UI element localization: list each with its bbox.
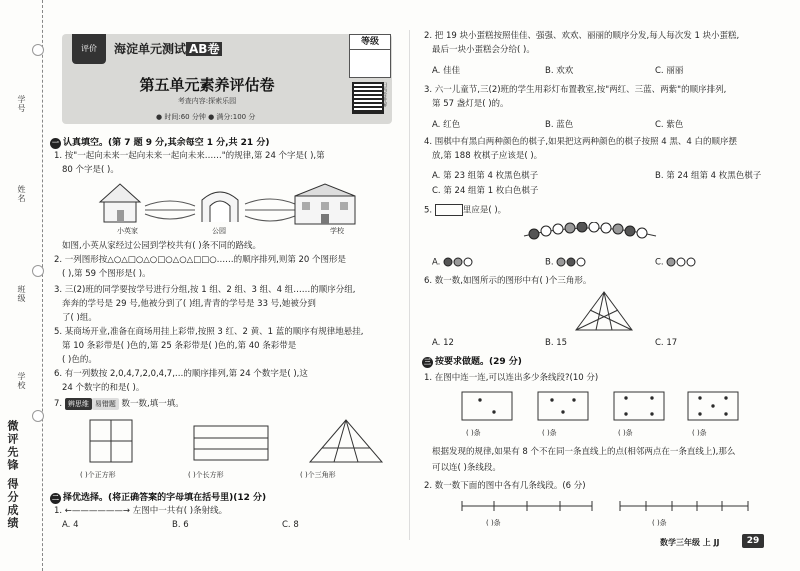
r5-option-b[interactable] [545, 257, 586, 268]
brand-logo: 评价 [72, 34, 106, 64]
q7-caption-squares: ( )个正方形 [80, 471, 116, 479]
section-title-text: 认真填空。(第 7 题 9 分,其余每空 1 分,共 21 分) [63, 138, 270, 148]
r5-option-c-label: C. [655, 257, 664, 268]
q7-caption-triangles: ( )个三角形 [300, 471, 336, 479]
section-1-title [50, 135, 269, 149]
q2-line1: 2. 一列图形按△○△□○△○□○△○△□□○……的顺序排列,则第 20 个图形是 [54, 255, 347, 265]
page-number: 29 [742, 534, 764, 548]
r4-option-b[interactable]: B. 第 24 组第 4 枚黑色棋子 [655, 171, 762, 181]
bead-string-figure [520, 222, 660, 248]
bead-pattern-a-icon [443, 257, 473, 267]
q7-text: 数一数,填一填。 [121, 399, 184, 409]
exam-meta: ● 时间:60 分钟 ● 满分:100 分 [156, 113, 256, 121]
q7-caption-rectangles: ( )个长方形 [188, 471, 224, 479]
dot-rectangles [460, 390, 740, 424]
r6-option-c[interactable]: C. 17 [655, 338, 678, 348]
r3-option-a[interactable]: A. 红色 [432, 120, 461, 130]
q7-header [54, 398, 184, 410]
s1-question: 1. 在图中连一连,可以连出多少条线段?(10 分) [424, 373, 599, 383]
home-caption: 小英家 [117, 227, 138, 235]
binding-margin [0, 0, 43, 571]
exam-scope: 考查内容:探索乐园 [177, 97, 237, 105]
r2-line2: 最后一块小蛋糕会分给( )。 [432, 45, 535, 55]
s1-caption-1: ( )条 [466, 429, 481, 437]
column-divider [409, 30, 410, 540]
exam-header [62, 34, 392, 124]
binding-hole-icon [32, 265, 44, 277]
r4-option-a[interactable]: A. 第 23 组第 4 枚黑色棋子 [432, 171, 539, 181]
section-title-text: 择优选择。(将正确答案的字母填在括号里)(12 分) [63, 493, 267, 503]
series-prefix: 海淀单元测试 [114, 42, 187, 56]
r1-option-a[interactable]: A. 4 [62, 520, 79, 530]
footer-subject: 数学三年级 上 JJ [660, 538, 720, 547]
name-label: 姓名 [17, 185, 26, 203]
q2-line2: ( ),第 59 个图形是( )。 [62, 269, 151, 279]
r3-option-c[interactable]: C. 紫色 [655, 120, 684, 130]
binding-hole-icon [32, 44, 44, 56]
q3-line3: 了( )组。 [62, 313, 97, 323]
r5-text: 里应是( )。 [462, 205, 507, 216]
s1-caption-4: ( )条 [692, 429, 707, 437]
q1-line2: 80 个字是( )。 [62, 165, 119, 175]
r6-option-b[interactable]: B. 15 [545, 338, 568, 348]
r5-option-b-label: B. [545, 257, 554, 268]
error-prone-tag: 易错题 [92, 398, 119, 410]
r3-line2: 第 57 盏灯是( )的。 [432, 99, 509, 109]
q5-line3: ( )色的。 [62, 355, 97, 365]
school-caption: 学校 [330, 227, 344, 235]
q5-line1: 5. 某商场开业,准备在商场用挂上彩带,按照 3 红、2 黄、1 蓝的顺序有规律地悬挂, [54, 327, 364, 337]
r4-line1: 4. 围棋中有黑白两种颜色的棋子,如果把这两种颜色的棋子按照 4 黑、4 白的顺序摆 [424, 137, 737, 147]
segment-lines [460, 498, 750, 514]
r3-option-b[interactable]: B. 蓝色 [545, 120, 574, 130]
page-title: 第五单元素养评估卷 [139, 76, 275, 94]
q6-line1: 6. 有一列数按 2,0,4,7,2,0,4,7,…的顺序排列,第 24 个数字是( ),这 [54, 369, 308, 379]
s2-caption-1: ( )条 [486, 519, 501, 527]
section-title-text: 按要求做题。(29 分) [435, 357, 522, 367]
r3-line1: 3. 六一儿童节,三(2)班的学生用彩灯布置教室,按"两红、三蓝、两紫"的顺序排列, [424, 85, 727, 95]
school-building-icon [295, 184, 355, 224]
r2-option-a[interactable]: A. 佳佳 [432, 66, 461, 76]
r1-option-b[interactable]: B. 6 [172, 520, 189, 530]
section-number: 一 [52, 139, 59, 147]
section-2-title [50, 490, 266, 504]
school-label: 学校 [17, 372, 26, 390]
s1-rule-line2: 可以连( )条线段。 [432, 463, 501, 473]
r5-number: 5. [424, 205, 433, 216]
s1-caption-2: ( )条 [542, 429, 557, 437]
park-gate-icon [202, 192, 238, 222]
r5-question [424, 204, 506, 217]
series-title [114, 40, 222, 57]
q5-line2: 第 10 条彩带是( )色的,第 25 条彩带是( )色的,第 40 条彩带是 [62, 341, 297, 351]
series-ab: AB卷 [186, 42, 222, 56]
r1-option-c[interactable]: C. 8 [282, 520, 299, 530]
full-score: 满分:100 分 [216, 113, 256, 121]
s1-rule-line1: 根据发现的规律,如果有 8 个不在同一条直线上的点(相邻两点在一条直线上),那么 [432, 447, 736, 457]
r1-question: 1. ←——————→ 左图中一共有( )条射线。 [54, 506, 228, 516]
section-number: 三 [424, 358, 431, 366]
grade-label: 等级 [350, 35, 390, 50]
s1-caption-3: ( )条 [618, 429, 633, 437]
square-grid-figure [90, 420, 132, 462]
section-number: 二 [52, 494, 59, 502]
qr-code-icon[interactable] [352, 82, 384, 114]
q3-line1: 3. 三(2)班的同学要按学号进行分组,按 1 组、2 组、3 组、4 组……的顺序分组, [54, 285, 356, 295]
q7-figures [88, 418, 388, 466]
slogan: 微评先锋 得分成绩 [6, 420, 19, 530]
s2-question: 2. 数一数下面的图中各有几条线段。(6 分) [424, 481, 586, 491]
r6-option-a[interactable]: A. 12 [432, 338, 454, 348]
r5-option-a[interactable] [432, 257, 473, 268]
s2-caption-2: ( )条 [652, 519, 667, 527]
r5-option-c[interactable] [655, 257, 696, 268]
grade-box[interactable] [349, 34, 391, 78]
answer-box[interactable] [435, 204, 463, 216]
school-id-label: 学号 [17, 95, 26, 113]
binding-hole-icon [32, 410, 44, 422]
qr-caption: 扫码看讲解 [381, 82, 387, 107]
triangle-figure [310, 420, 382, 462]
r2-option-b[interactable]: B. 欢欢 [545, 66, 574, 76]
park-caption: 公园 [212, 227, 226, 235]
rectangle-figure [194, 426, 268, 460]
thinking-tag: 辨思维 [65, 398, 92, 410]
triangle-count-figure [572, 290, 636, 334]
q6-line2: 24 个数字的和是( )。 [62, 383, 145, 393]
r2-line1: 2. 把 19 块小蛋糕按照佳佳、强强、欢欢、丽丽的顺序分发,每人每次发 1 块小蛋糕, [424, 31, 740, 41]
r4-line2: 放,第 188 枚棋子应该是( )。 [432, 151, 543, 161]
bead-pattern-c-icon [666, 257, 696, 267]
q3-line2: 奔奔的学号是 29 号,他被分到了( )组,青青的学号是 33 号,她被分到 [62, 299, 316, 309]
bead-pattern-b-icon [556, 257, 586, 267]
r6-question: 6. 数一数,如图所示的图形中有( )个三角形。 [424, 276, 592, 286]
section-3-title [422, 354, 522, 368]
house-icon [100, 184, 140, 222]
q1-line1: 1. 按"一起向未来一起向未来一起向未来……"的规律,第 24 个字是( ),第 [54, 151, 325, 161]
time-limit: 时间:60 分钟 [164, 113, 206, 121]
r2-option-c[interactable]: C. 丽丽 [655, 66, 684, 76]
r4-option-c[interactable]: C. 第 24 组第 1 枚白色棋子 [432, 186, 539, 196]
class-label: 班级 [17, 285, 26, 303]
q1-question: 如图,小英从家经过公园到学校共有( )条不同的路线。 [62, 241, 262, 251]
q7-number: 7. [54, 399, 63, 409]
r5-option-a-label: A. [432, 257, 441, 268]
